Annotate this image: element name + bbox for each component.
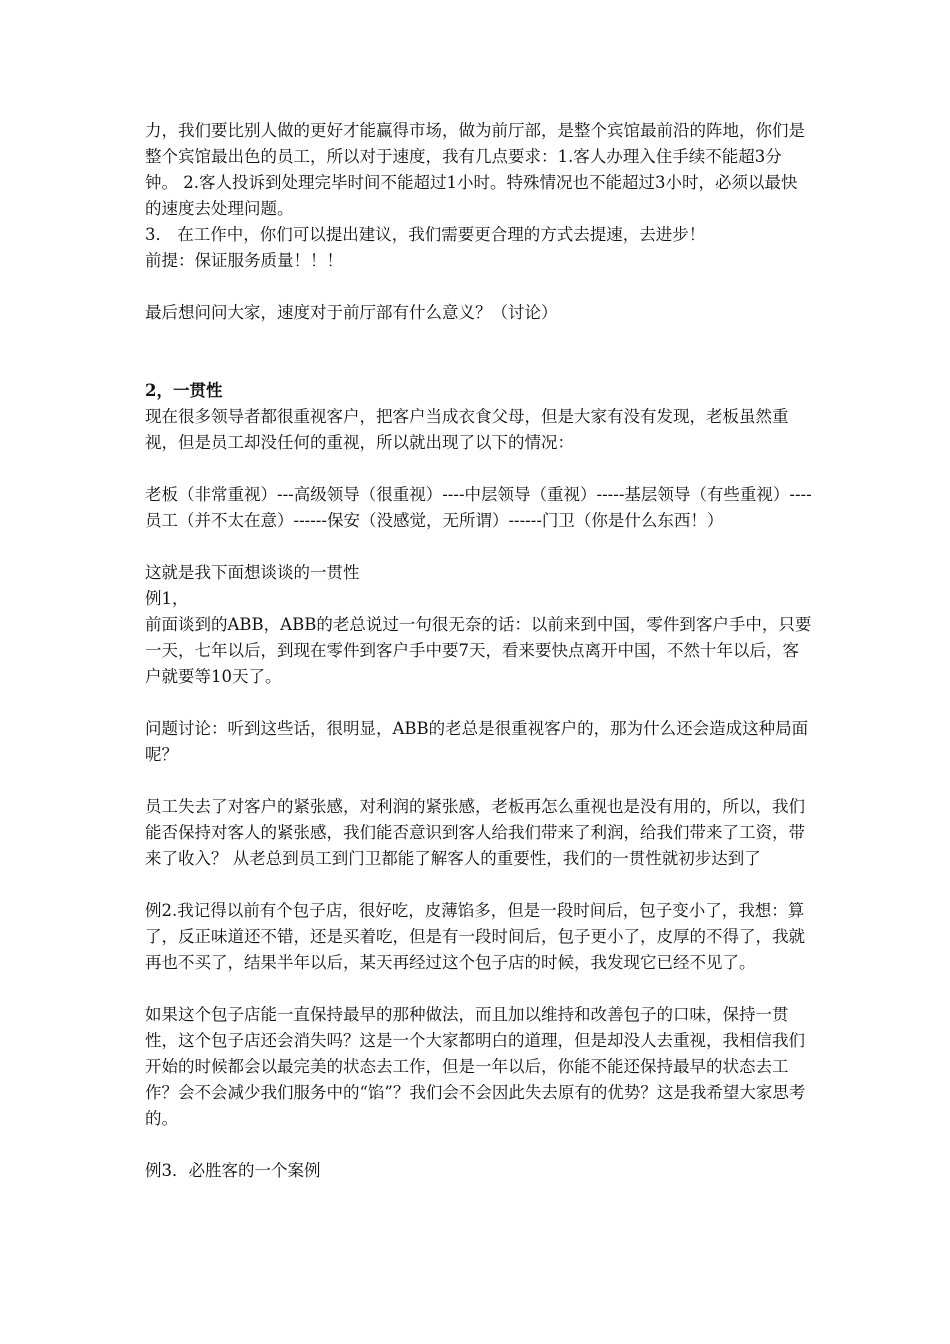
paragraph: 最后想问问大家，速度对于前厅部有什么意义？（讨论）	[145, 303, 558, 322]
section-heading: 2，一贯性	[145, 381, 223, 400]
blank-line	[145, 690, 813, 716]
document-page	[145, 118, 813, 1184]
blank-line	[145, 456, 813, 482]
blank-line	[145, 326, 813, 378]
blank-line	[145, 768, 813, 794]
paragraph: 员工失去了对客户的紧张感，对利润的紧张感，老板再怎么重视也是没有用的，所以，我们能否保持对客人的紧张感，我们能否意识到客人给我们带来了利润，给我们带来了工资，带来了收入？ 从老总到员工到门卫都能了解客人的重要性，我们的一贯性就初步达到了	[145, 797, 805, 868]
paragraph: 前面谈到的ABB，ABB的老总说过一句很无奈的话：以前来到中国，零件到客户手中，只要一天，七年以后，到现在零件到客户手中要7天，看来要快点离开中国，不然十年以后，客户就要等10天了。	[145, 615, 812, 686]
paragraph: 现在很多领导者都很重视客户，把客户当成衣食父母，但是大家有没有发现，老板虽然重视，但是员工却没任何的重视，所以就出现了以下的情况：	[145, 407, 789, 452]
blank-line	[145, 976, 813, 1002]
paragraph: 问题讨论：听到这些话，很明显，ABB的老总是很重视客户的，那为什么还会造成这种局面呢？	[145, 719, 809, 764]
blank-line	[145, 274, 813, 300]
paragraph: 老板（非常重视）---高级领导（很重视）----中层领导（重视）-----基层领导（有些重视）----员工（并不太在意）------保安（没感觉，无所谓）------门卫（你是什么东西！）	[145, 485, 812, 530]
paragraph: 如果这个包子店能一直保持最早的那种做法，而且加以维持和改善包子的口味，保持一贯性，这个包子店还会消失吗？这是一个大家都明白的道理，但是却没人去重视，我相信我们开始的时候都会以最完美的状态去工作，但是一年以后，你能不能还保持最早的状态去工作？会不会减少我们服务中的“馅”？我们会不会因此失去原有的优势？这是我希望大家思考的。	[145, 1005, 806, 1128]
blank-line	[145, 534, 813, 560]
blank-line	[145, 1132, 813, 1158]
blank-line	[145, 872, 813, 898]
paragraph: 这就是我下面想谈谈的一贯性	[145, 563, 360, 582]
paragraph: 例1，	[145, 589, 189, 608]
paragraph: 3． 在工作中，你们可以提出建议，我们需要更合理的方式去提速，去进步！	[145, 225, 706, 244]
paragraph: 例3．必胜客的一个案例	[145, 1161, 321, 1180]
paragraph: 前提：保证服务质量！！！	[145, 251, 343, 270]
paragraph: 例2.我记得以前有个包子店，很好吃，皮薄馅多，但是一段时间后，包子变小了，我想：算了，反正味道还不错，还是买着吃，但是有一段时间后，包子更小了，皮厚的不得了，我就再也不买了，结果半年以后，某天再经过这个包子店的时候，我发现它已经不见了。	[145, 901, 805, 972]
paragraph: 力，我们要比别人做的更好才能赢得市场，做为前厅部，是整个宾馆最前沿的阵地，你们是整个宾馆最出色的员工，所以对于速度，我有几点要求：1.客人办理入住手续不能超3分钟。 2.客人投诉到处理完毕时间不能超过1小时。特殊情况也不能超过3小时，必须以最快的速度去处理问题。	[145, 121, 805, 218]
